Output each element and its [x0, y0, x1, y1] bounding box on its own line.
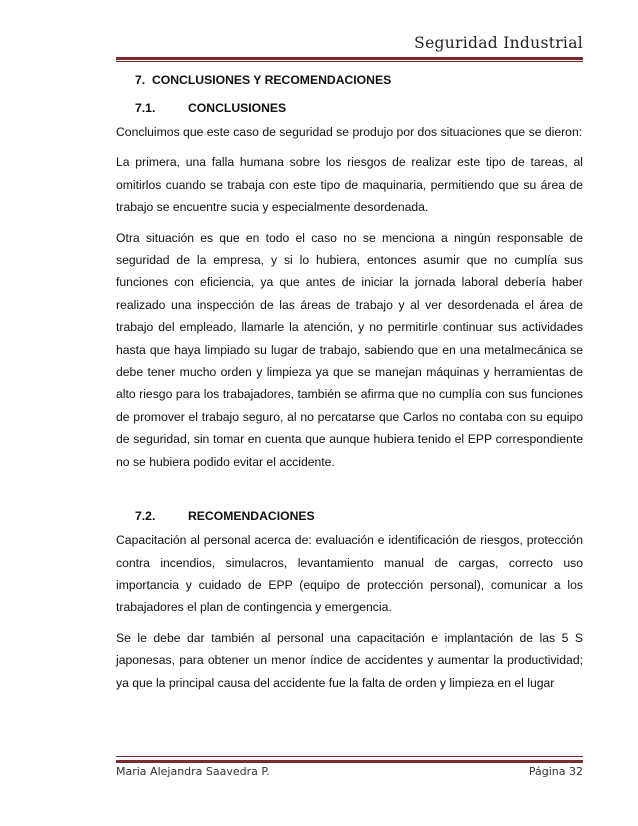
- header-rule: [116, 57, 583, 60]
- footer-author: Maria Alejandra Saavedra P.: [116, 765, 270, 778]
- recomendaciones-number: 7.2.: [135, 509, 156, 524]
- recomendaciones-paragraph: Capacitación al personal acerca de: evaluación e identificación de riesgos, protección contra incendios, simulacros, levantamiento manual de cargas, correcto uso importancia y cuidado de EPP (equipo de protección personal), comunicar a los trabajadores el plan de contingencia y emergencia.: [116, 533, 583, 615]
- header-title: Seguridad Industrial: [414, 34, 583, 52]
- recomendaciones-title: RECOMENDACIONES: [188, 509, 315, 524]
- footer-rule: [116, 760, 583, 763]
- section-number: 7.: [135, 73, 146, 87]
- conclusiones-paragraph: La primera, una falla humana sobre los riesgos de realizar este tipo de tareas, al omitirlos cuando se trabaja con este tipo de maquinaria, permitiendo que su área de trabajo se encuentre sucia y especialmente desordenada.: [116, 155, 583, 215]
- recomendaciones-paragraph: Se le debe dar también al personal una capacitación e implantación de las 5 S japonesas, para obtener un menor índice de accidentes y aumentar la productividad; ya que la principal causa del accidente fue la falta de orden y limpieza en el lugar: [116, 630, 583, 690]
- section-title: CONCLUSIONES Y RECOMENDACIONES: [151, 73, 392, 87]
- footer-rule-thin: [116, 756, 583, 757]
- header-rule-thin: [116, 61, 583, 62]
- conclusiones-heading: [116, 101, 583, 115]
- conclusiones-title: CONCLUSIONES: [188, 101, 287, 115]
- conclusiones-paragraph: Concluimos que este caso de seguridad se produjo por dos situaciones que se dieron:: [116, 125, 583, 139]
- recomendaciones-heading: [116, 509, 583, 523]
- footer-page-number: Página 32: [528, 765, 583, 778]
- conclusiones-number: 7.1.: [135, 101, 156, 115]
- section-heading: [116, 73, 583, 87]
- page-content: [116, 68, 583, 694]
- conclusiones-paragraph: Otra situación es que en todo el caso no se menciona a ningún responsable de seguridad de la empresa, y si lo hubiera, entonces asumir que no cumplía sus funciones con eficiencia, ya que antes de iniciar la jornada laboral debería haber realizado una inspección de las áreas de trabajo y al ver desordenada el área de trabajo del empleado, llamarle la atención, y no permitirle continuar sus actividades hasta que haya limpiado su lugar de trabajo, sabiendo que en una metalmecánica se debe tener mucho orden y limpieza ya que se manejan máquinas y herramientas de alto riesgo para los trabajadores, también se afirma que no cumplía con sus funciones de promover el trabajo seguro, al no percatarse que Carlos no contaba con su equipo de seguridad, sin tomar en cuenta que aunque hubiera tenido el EPP correspondiente no se hubiera podido evitar el accidente.: [116, 230, 583, 469]
